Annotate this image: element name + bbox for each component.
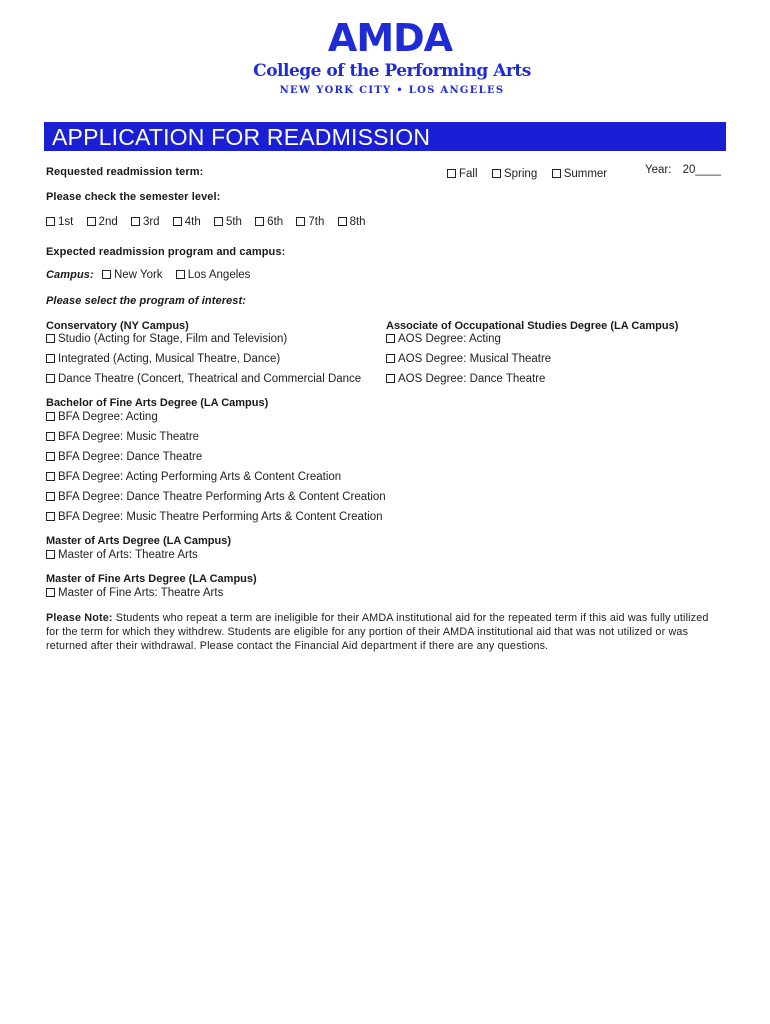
program-option-bfa-acting[interactable]: BFA Degree: Acting (46, 411, 158, 423)
program-option-studio[interactable]: Studio (Acting for Stage, Film and Television) (46, 333, 287, 345)
term-option-spring[interactable]: Spring (492, 168, 537, 180)
please-note (46, 611, 718, 653)
program-option-integrated[interactable]: Integrated (Acting, Musical Theatre, Dance) (46, 353, 280, 365)
checkbox-icon[interactable] (46, 512, 55, 521)
program-option-aos-acting[interactable]: AOS Degree: Acting (386, 333, 501, 345)
checkbox-icon[interactable] (492, 169, 501, 178)
checkbox-icon[interactable] (173, 217, 182, 226)
checkbox-icon[interactable] (386, 374, 395, 383)
campus-option-los-angeles[interactable]: Los Angeles (176, 269, 251, 281)
term-option-summer[interactable]: Summer (552, 168, 607, 180)
semester-label: Please check the semester level: (46, 191, 221, 203)
checkbox-icon[interactable] (46, 334, 55, 343)
program-option-dance-theatre[interactable]: Dance Theatre (Concert, Theatrical and Commercial Dance (46, 373, 361, 385)
checkbox-icon[interactable] (46, 412, 55, 421)
checkbox-icon[interactable] (447, 169, 456, 178)
year-label: Year: (645, 164, 672, 176)
checkbox-icon[interactable] (46, 472, 55, 481)
program-option-aos-musical-theatre[interactable]: AOS Degree: Musical Theatre (386, 353, 551, 365)
program-prompt: Please select the program of interest: (46, 295, 247, 307)
term-option-fall[interactable]: Fall (447, 168, 478, 180)
logo-subtitle: College of the Performing Arts (253, 61, 531, 81)
checkbox-icon[interactable] (46, 550, 55, 559)
program-option-aos-dance-theatre[interactable]: AOS Degree: Dance Theatre (386, 373, 545, 385)
semester-option-7th[interactable]: 7th (296, 216, 324, 228)
logo-wordmark: AMDA (327, 16, 453, 60)
note-label: Please Note: (46, 612, 113, 624)
semester-option-4th[interactable]: 4th (173, 216, 201, 228)
checkbox-icon[interactable] (87, 217, 96, 226)
program-option-bfa-dance-pacc[interactable]: BFA Degree: Dance Theatre Performing Arts & Content Creation (46, 491, 386, 503)
checkbox-icon[interactable] (46, 354, 55, 363)
title-banner (44, 122, 726, 151)
year-field[interactable] (645, 164, 721, 176)
checkbox-icon[interactable] (131, 217, 140, 226)
checkbox-icon[interactable] (338, 217, 347, 226)
campus-row (46, 269, 260, 281)
checkbox-icon[interactable] (176, 270, 185, 279)
term-label: Requested readmission term: (46, 166, 204, 178)
page-title: APPLICATION FOR READMISSION (52, 124, 431, 150)
campus-option-new-york[interactable]: New York (102, 269, 163, 281)
year-value: 20____ (682, 164, 722, 176)
checkbox-icon[interactable] (46, 432, 55, 441)
program-option-ma-theatre-arts[interactable]: Master of Arts: Theatre Arts (46, 549, 198, 561)
mfa-heading: Master of Fine Arts Degree (LA Campus) (46, 573, 257, 585)
checkbox-icon[interactable] (46, 374, 55, 383)
aos-heading: Associate of Occupational Studies Degree (LA Campus) (386, 320, 679, 332)
program-option-mfa-theatre-arts[interactable]: Master of Fine Arts: Theatre Arts (46, 587, 223, 599)
bfa-heading: Bachelor of Fine Arts Degree (LA Campus) (46, 397, 269, 409)
semester-option-6th[interactable]: 6th (255, 216, 283, 228)
campus-label: Campus: (46, 269, 94, 281)
ma-heading: Master of Arts Degree (LA Campus) (46, 535, 231, 547)
semester-option-2nd[interactable]: 2nd (87, 216, 118, 228)
checkbox-icon[interactable] (214, 217, 223, 226)
checkbox-icon[interactable] (46, 588, 55, 597)
term-options (447, 164, 617, 182)
checkbox-icon[interactable] (296, 217, 305, 226)
checkbox-icon[interactable] (255, 217, 264, 226)
semester-option-8th[interactable]: 8th (338, 216, 366, 228)
checkbox-icon[interactable] (552, 169, 561, 178)
semester-option-3rd[interactable]: 3rd (131, 216, 160, 228)
checkbox-icon[interactable] (386, 334, 395, 343)
logo-cities: NEW YORK CITY • LOS ANGELES (279, 85, 505, 96)
semester-option-5th[interactable]: 5th (214, 216, 242, 228)
checkbox-icon[interactable] (102, 270, 111, 279)
checkbox-icon[interactable] (46, 492, 55, 501)
program-campus-label: Expected readmission program and campus: (46, 246, 286, 258)
checkbox-icon[interactable] (46, 452, 55, 461)
amda-logo (0, 18, 770, 96)
conservatory-heading: Conservatory (NY Campus) (46, 320, 189, 332)
program-option-bfa-acting-pacc[interactable]: BFA Degree: Acting Performing Arts & Content Creation (46, 471, 341, 483)
semester-option-1st[interactable]: 1st (46, 216, 73, 228)
program-option-bfa-dance-theatre[interactable]: BFA Degree: Dance Theatre (46, 451, 202, 463)
semester-options (46, 216, 376, 228)
checkbox-icon[interactable] (46, 217, 55, 226)
note-text: Students who repeat a term are ineligible for their AMDA institutional aid for the repeated term if this aid was fully utilized for the term for which they withdrew. Students are eligible for any portion of their AMDA institutional aid that was not utilized or was returned after their withdrawal. Please contact the Financial Aid department if there are any questions. (46, 612, 709, 652)
program-option-bfa-music-theatre[interactable]: BFA Degree: Music Theatre (46, 431, 199, 443)
checkbox-icon[interactable] (386, 354, 395, 363)
program-option-bfa-music-pacc[interactable]: BFA Degree: Music Theatre Performing Arts & Content Creation (46, 511, 383, 523)
